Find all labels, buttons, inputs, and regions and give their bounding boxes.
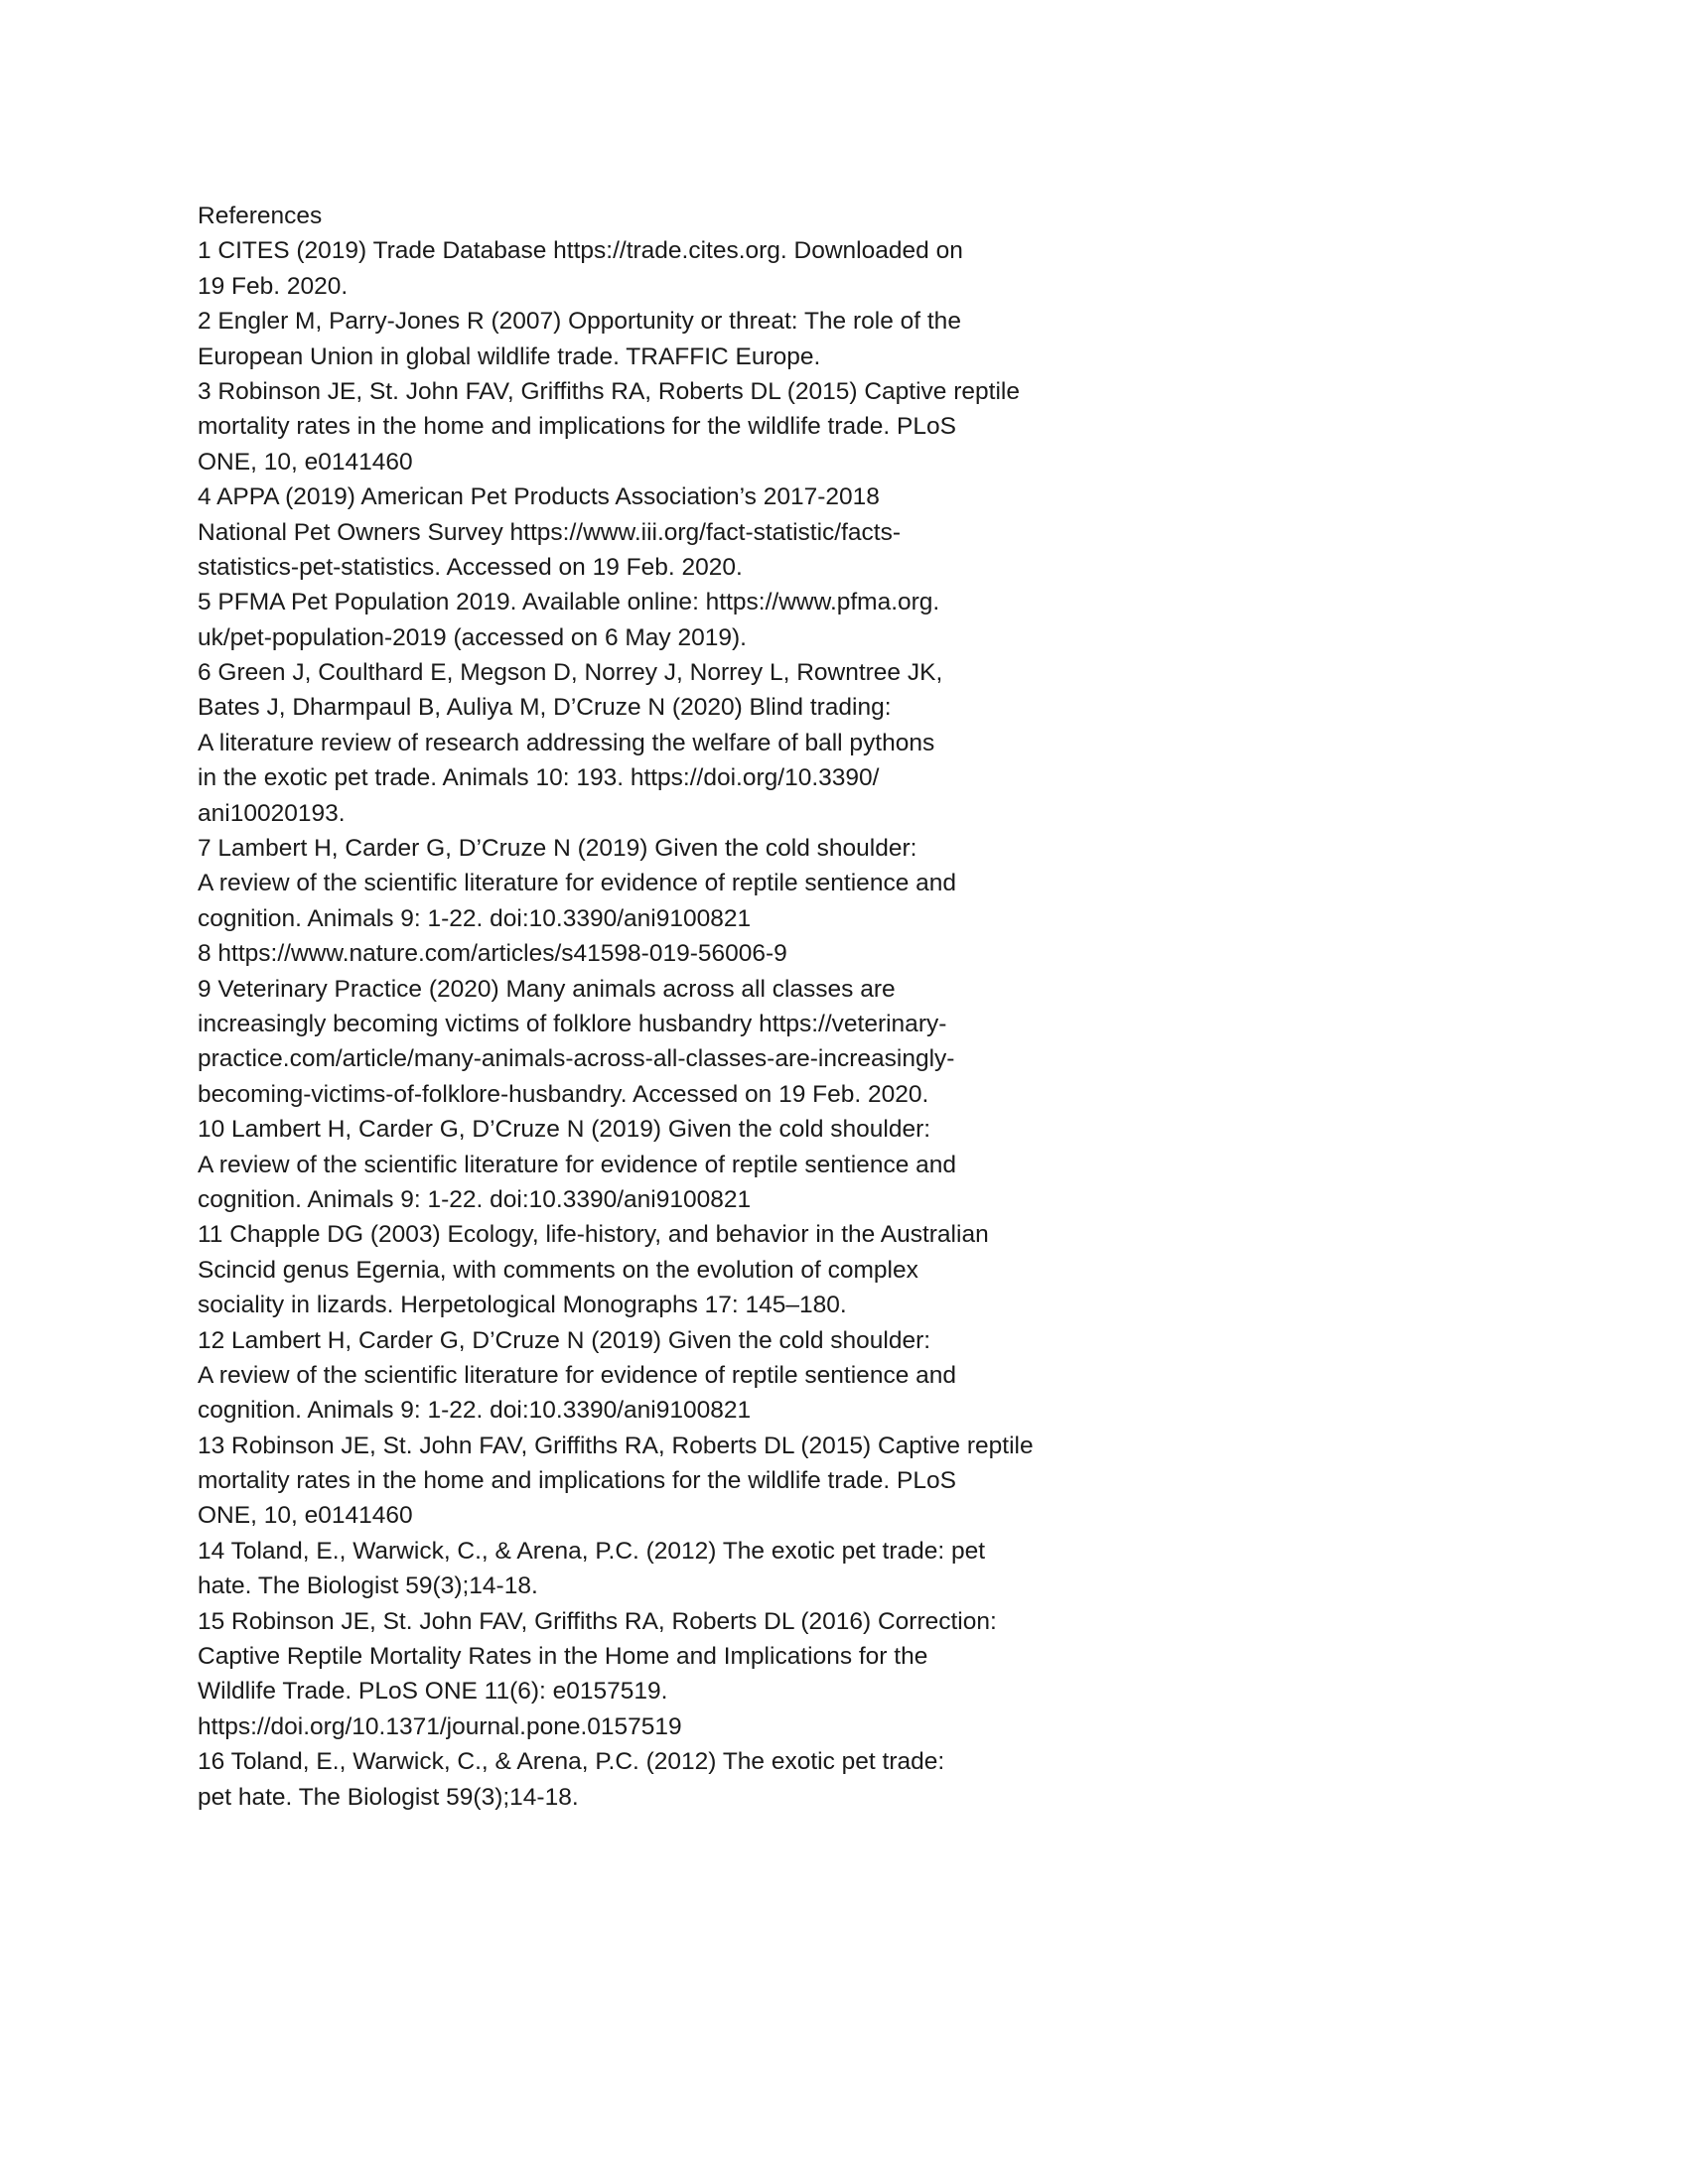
reference-line: cognition. Animals 9: 1-22. doi:10.3390/ani9100821 — [198, 1397, 752, 1425]
reference-line: 6 Green J, Coulthard E, Megson D, Norrey J, Norrey L, Rowntree JK, — [198, 659, 943, 687]
reference-line: 15 Robinson JE, St. John FAV, Griffiths RA, Roberts DL (2016) Correction: — [198, 1607, 997, 1635]
reference-line: sociality in lizards. Herpetological Monographs 17: 145–180. — [198, 1292, 847, 1319]
reference-line: in the exotic pet trade. Animals 10: 193. https://doi.org/10.3390/ — [198, 764, 880, 792]
reference-line: A review of the scientific literature for evidence of reptile sentience and — [198, 870, 956, 897]
references-section — [198, 199, 1191, 1815]
reference-line: uk/pet-population-2019 (accessed on 6 May 2019). — [198, 623, 747, 651]
reference-line: 1 CITES (2019) Trade Database https://trade.cites.org. Downloaded on — [198, 237, 963, 265]
reference-line: 7 Lambert H, Carder G, D’Cruze N (2019) Given the cold shoulder: — [198, 835, 917, 863]
reference-line: cognition. Animals 9: 1-22. doi:10.3390/ani9100821 — [198, 1185, 752, 1213]
reference-line: 11 Chapple DG (2003) Ecology, life-history, and behavior in the Australian — [198, 1221, 989, 1249]
reference-line: cognition. Animals 9: 1-22. doi:10.3390/ani9100821 — [198, 904, 752, 932]
reference-line: https://doi.org/10.1371/journal.pone.0157519 — [198, 1712, 682, 1740]
reference-line: 3 Robinson JE, St. John FAV, Griffiths RA, Roberts DL (2015) Captive reptile — [198, 377, 1020, 405]
reference-line: Scincid genus Egernia, with comments on the evolution of complex — [198, 1256, 918, 1284]
reference-line: ani10020193. — [198, 799, 346, 827]
reference-line: National Pet Owners Survey https://www.iii.org/fact-statistic/facts- — [198, 518, 902, 546]
reference-line: mortality rates in the home and implications for the wildlife trade. PLoS — [198, 1467, 956, 1495]
reference-line: 13 Robinson JE, St. John FAV, Griffiths RA, Roberts DL (2015) Captive reptile — [198, 1432, 1034, 1459]
reference-line: 4 APPA (2019) American Pet Products Association’s 2017-2018 — [198, 483, 880, 511]
reference-line: Captive Reptile Mortality Rates in the Home and Implications for the — [198, 1643, 928, 1671]
reference-line: A review of the scientific literature for evidence of reptile sentience and — [198, 1151, 956, 1178]
reference-line: statistics-pet-statistics. Accessed on 19 Feb. 2020. — [198, 553, 743, 581]
reference-line: ONE, 10, e0141460 — [198, 1502, 413, 1530]
reference-line: hate. The Biologist 59(3);14-18. — [198, 1572, 538, 1600]
reference-line: becoming-victims-of-folklore-husbandry. Accessed on 19 Feb. 2020. — [198, 1080, 929, 1108]
reference-line: European Union in global wildlife trade. TRAFFIC Europe. — [198, 342, 821, 370]
reference-line: 9 Veterinary Practice (2020) Many animals across all classes are — [198, 975, 896, 1003]
reference-line: A literature review of research addressing the welfare of ball pythons — [198, 729, 935, 756]
reference-line: 19 Feb. 2020. — [198, 272, 349, 300]
reference-line: pet hate. The Biologist 59(3);14-18. — [198, 1783, 579, 1811]
reference-line: practice.com/article/many-animals-across-all-classes-are-increasingly- — [198, 1045, 955, 1073]
references-heading: References — [198, 203, 323, 229]
reference-line: Bates J, Dharmpaul B, Auliya M, D’Cruze N (2020) Blind trading: — [198, 694, 892, 722]
reference-line: 10 Lambert H, Carder G, D’Cruze N (2019) Given the cold shoulder: — [198, 1116, 931, 1144]
reference-line: Wildlife Trade. PLoS ONE 11(6): e0157519. — [198, 1678, 668, 1706]
reference-line: 12 Lambert H, Carder G, D’Cruze N (2019) Given the cold shoulder: — [198, 1326, 931, 1354]
reference-line: 16 Toland, E., Warwick, C., & Arena, P.C. (2012) The exotic pet trade: — [198, 1748, 945, 1776]
reference-line: ONE, 10, e0141460 — [198, 448, 413, 476]
reference-line: 5 PFMA Pet Population 2019. Available online: https://www.pfma.org. — [198, 589, 940, 616]
reference-line: increasingly becoming victims of folklore husbandry https://veterinary- — [198, 1010, 947, 1037]
reference-line: mortality rates in the home and implications for the wildlife trade. PLoS — [198, 413, 956, 441]
reference-line: A review of the scientific literature for evidence of reptile sentience and — [198, 1361, 956, 1389]
reference-line: 8 https://www.nature.com/articles/s41598-019-56006-9 — [198, 940, 787, 968]
reference-line: 14 Toland, E., Warwick, C., & Arena, P.C. (2012) The exotic pet trade: pet — [198, 1537, 986, 1565]
reference-line: 2 Engler M, Parry-Jones R (2007) Opportunity or threat: The role of the — [198, 308, 961, 336]
